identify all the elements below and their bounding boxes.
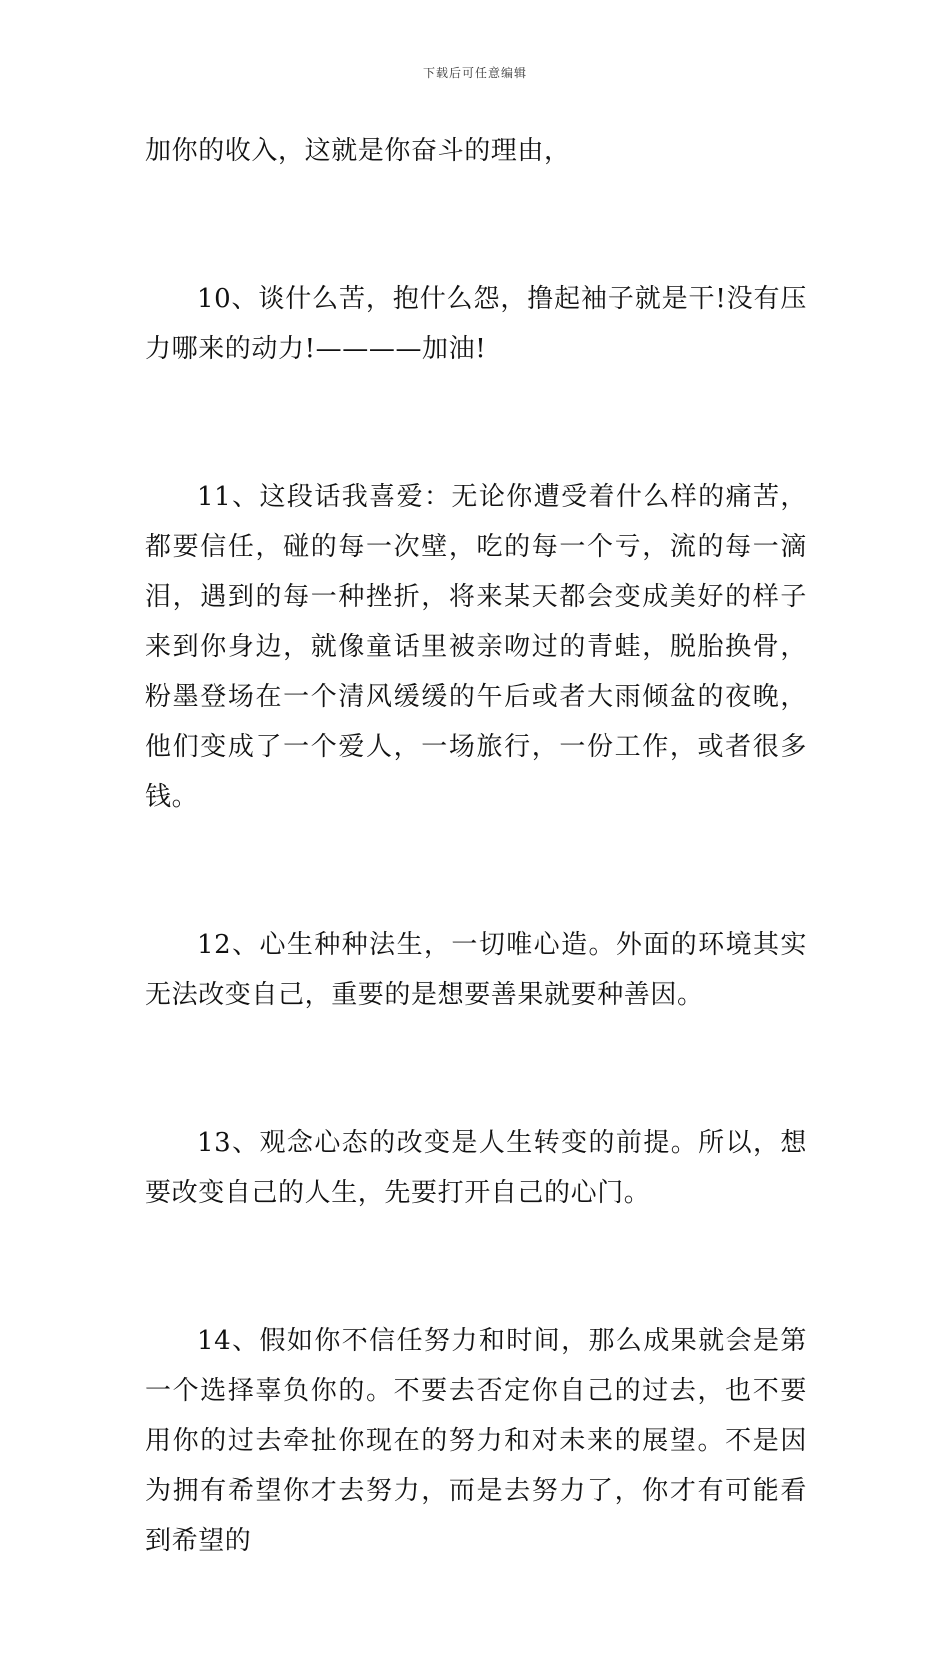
paragraph-continuation: 加你的收入，这就是你奋斗的理由， (145, 136, 571, 166)
paragraph-11: 11、这段话我喜爱：无论你遭受着什么样的痛苦，都要信任，碰的每一次壁，吃的每一个亏，流的每一滴泪，遇到的每一种挫折，将来某天都会变成美好的样子来到你身边，就像童话里被亲吻过的青蛙，脱胎换骨，粉墨登场在一个清风缓缓的午后或者大雨倾盆的夜晚，他们变成了一个爱人，一场旅行，一份工作，或者很多钱。 (145, 482, 807, 812)
paragraph-12: 12、心生种种法生，一切唯心造。外面的环境其实无法改变自己，重要的是想要善果就要种善因。 (145, 930, 807, 1010)
header-note: 下载后可任意编辑 (422, 66, 527, 80)
paragraph-13: 13、观念心态的改变是人生转变的前提。所以，想要改变自己的人生，先要打开自己的心门。 (145, 1128, 807, 1208)
paragraph-14: 14、假如你不信任努力和时间，那么成果就会是第一个选择辜负你的。不要去否定你自己的过去，也不要用你的过去牵扯你现在的努力和对未来的展望。不是因为拥有希望你才去努力，而是去努力了，你才有可能看到希望的 (145, 1326, 807, 1556)
document-body (145, 126, 807, 1664)
paragraph-10: 10、谈什么苦，抱什么怨，撸起袖子就是干!没有压力哪来的动力!————加油! (145, 284, 807, 364)
